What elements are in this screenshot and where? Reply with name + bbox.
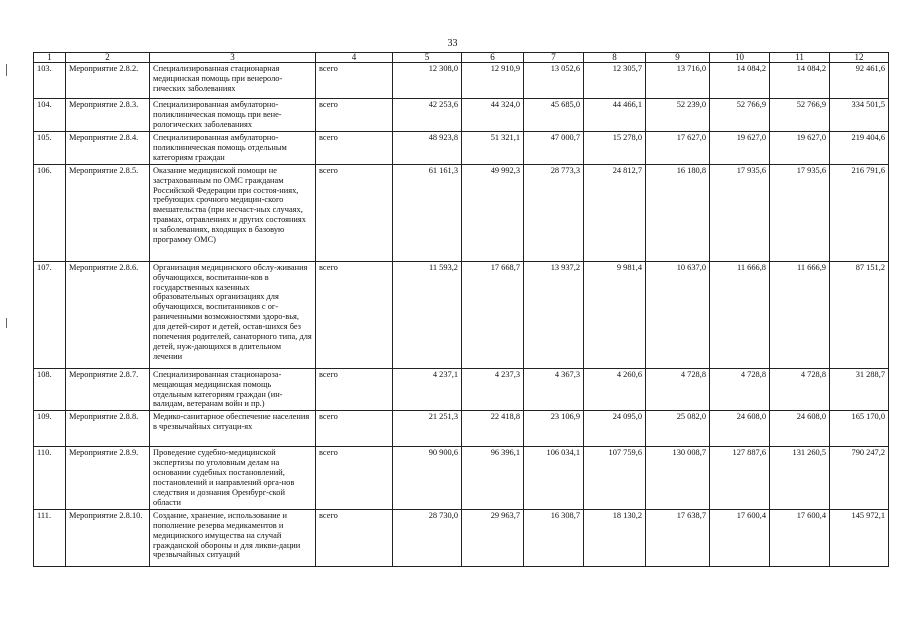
value-cell: 17 600,4	[770, 509, 830, 566]
margin-mark	[6, 64, 7, 76]
table-row	[34, 131, 889, 164]
value-cell: 19 627,0	[710, 131, 770, 164]
funding-kind: всего	[316, 447, 393, 509]
value-cell: 17 600,4	[710, 509, 770, 566]
row-number: 106.	[34, 164, 66, 261]
header-row	[34, 53, 889, 63]
value-cell: 25 082,0	[646, 411, 710, 447]
column-header: 9	[646, 53, 710, 63]
value-cell: 47 000,7	[524, 131, 584, 164]
value-cell: 790 247,2	[830, 447, 889, 509]
value-cell: 24 608,0	[710, 411, 770, 447]
value-cell: 52 766,9	[770, 99, 830, 132]
column-header: 5	[393, 53, 462, 63]
value-cell: 44 466,1	[584, 99, 646, 132]
value-cell: 17 935,6	[770, 164, 830, 261]
column-header: 11	[770, 53, 830, 63]
value-cell: 17 638,7	[646, 509, 710, 566]
value-cell: 4 260,6	[584, 368, 646, 411]
value-cell: 42 253,6	[393, 99, 462, 132]
value-cell: 107 759,6	[584, 447, 646, 509]
value-cell: 9 981,4	[584, 261, 646, 368]
value-cell: 145 972,1	[830, 509, 889, 566]
value-cell: 52 239,0	[646, 99, 710, 132]
value-cell: 44 324,0	[462, 99, 524, 132]
value-cell: 45 685,0	[524, 99, 584, 132]
value-cell: 28 730,0	[393, 509, 462, 566]
event-name: Мероприятие 2.8.8.	[66, 411, 150, 447]
funding-kind: всего	[316, 411, 393, 447]
row-number: 108.	[34, 368, 66, 411]
event-description: Создание, хранение, использование и пополнение резерва медикаментов и медицинского имущества на случай гражданской обороны и для ликви-дации чрезвычайных ситуаций	[150, 509, 316, 566]
funding-kind: всего	[316, 261, 393, 368]
table-row	[34, 447, 889, 509]
column-header: 2	[66, 53, 150, 63]
value-cell: 13 937,2	[524, 261, 584, 368]
value-cell: 90 900,6	[393, 447, 462, 509]
value-cell: 12 305,7	[584, 63, 646, 99]
value-cell: 16 180,8	[646, 164, 710, 261]
event-description: Оказание медицинской помощи не застрахованным по ОМС гражданам Российской Федерации при состоя-ниях, требующих срочного медицин-ского вмешательства (при несчаст-ных случаях, травмах, отравлениях и других состояниях и заболеваниях, входящих в базовую программу ОМС)	[150, 164, 316, 261]
funding-kind: всего	[316, 63, 393, 99]
event-description: Специализированная стационароза-мещающая медицинская помощь отдельным категориям граждан (ин-валидам, ветеранам войн и пр.)	[150, 368, 316, 411]
event-description: Специализированная амбулаторно-поликлиническая помощь при вене-рологических заболеваниях	[150, 99, 316, 132]
event-name: Мероприятие 2.8.5.	[66, 164, 150, 261]
event-name: Мероприятие 2.8.7.	[66, 368, 150, 411]
margin-mark	[6, 318, 7, 328]
event-name: Мероприятие 2.8.3.	[66, 99, 150, 132]
column-header: 1	[34, 53, 66, 63]
funding-kind: всего	[316, 131, 393, 164]
event-name: Мероприятие 2.8.2.	[66, 63, 150, 99]
event-description: Медико-санитарное обеспечение населения в чрезвычайных ситуаци-ях	[150, 411, 316, 447]
value-cell: 24 608,0	[770, 411, 830, 447]
row-number: 109.	[34, 411, 66, 447]
page-number: 33	[447, 38, 458, 49]
value-cell: 11 593,2	[393, 261, 462, 368]
value-cell: 10 637,0	[646, 261, 710, 368]
value-cell: 14 084,2	[710, 63, 770, 99]
funding-kind: всего	[316, 164, 393, 261]
value-cell: 4 367,3	[524, 368, 584, 411]
column-header: 10	[710, 53, 770, 63]
value-cell: 16 308,7	[524, 509, 584, 566]
table-row	[34, 63, 889, 99]
value-cell: 92 461,6	[830, 63, 889, 99]
value-cell: 334 501,5	[830, 99, 889, 132]
row-number: 111.	[34, 509, 66, 566]
event-description: Специализированная стационарная медицинская помощь при венероло-гических заболеваниях	[150, 63, 316, 99]
value-cell: 15 278,0	[584, 131, 646, 164]
table-row	[34, 164, 889, 261]
value-cell: 4 237,1	[393, 368, 462, 411]
event-name: Мероприятие 2.8.6.	[66, 261, 150, 368]
table-row	[34, 411, 889, 447]
value-cell: 17 935,6	[710, 164, 770, 261]
value-cell: 28 773,3	[524, 164, 584, 261]
value-cell: 13 052,6	[524, 63, 584, 99]
column-header: 12	[830, 53, 889, 63]
funding-kind: всего	[316, 509, 393, 566]
value-cell: 4 237,3	[462, 368, 524, 411]
value-cell: 130 008,7	[646, 447, 710, 509]
value-cell: 11 666,8	[710, 261, 770, 368]
value-cell: 19 627,0	[770, 131, 830, 164]
value-cell: 52 766,9	[710, 99, 770, 132]
value-cell: 106 034,1	[524, 447, 584, 509]
event-description: Проведение судебно-медицинской экспертизы по уголовным делам на основании судебных постановлений, постановлений и направлений орга-нов следствия и дознания Оренбург-ской области	[150, 447, 316, 509]
column-header: 8	[584, 53, 646, 63]
column-header: 3	[150, 53, 316, 63]
value-cell: 17 627,0	[646, 131, 710, 164]
value-cell: 61 161,3	[393, 164, 462, 261]
funding-kind: всего	[316, 99, 393, 132]
row-number: 110.	[34, 447, 66, 509]
value-cell: 4 728,8	[710, 368, 770, 411]
value-cell: 29 963,7	[462, 509, 524, 566]
value-cell: 24 812,7	[584, 164, 646, 261]
event-name: Мероприятие 2.8.9.	[66, 447, 150, 509]
row-number: 107.	[34, 261, 66, 368]
value-cell: 49 992,3	[462, 164, 524, 261]
table-row	[34, 509, 889, 566]
column-header: 7	[524, 53, 584, 63]
value-cell: 127 887,6	[710, 447, 770, 509]
row-number: 104.	[34, 99, 66, 132]
table-row	[34, 261, 889, 368]
value-cell: 24 095,0	[584, 411, 646, 447]
value-cell: 87 151,2	[830, 261, 889, 368]
table-row	[34, 99, 889, 132]
table-row	[34, 368, 889, 411]
financing-table	[33, 52, 889, 567]
value-cell: 11 666,9	[770, 261, 830, 368]
event-name: Мероприятие 2.8.10.	[66, 509, 150, 566]
value-cell: 14 084,2	[770, 63, 830, 99]
value-cell: 131 260,5	[770, 447, 830, 509]
row-number: 103.	[34, 63, 66, 99]
event-description: Специализированная амбулаторно-поликлиническая помощь отдельным категориям граждан	[150, 131, 316, 164]
event-name: Мероприятие 2.8.4.	[66, 131, 150, 164]
value-cell: 216 791,6	[830, 164, 889, 261]
value-cell: 12 910,9	[462, 63, 524, 99]
value-cell: 165 170,0	[830, 411, 889, 447]
column-header: 6	[462, 53, 524, 63]
event-description: Организация медицинского обслу-живания обучающихся, воспитанни-ков в государственных казенных образовательных организациях для обучающихся, воспитанников с ог-раниченными возможностями здоро-вья, для детей-сирот и детей, остав-шихся без попечения родителей, санаторного типа, для детей, нуж-дающихся в длительном лечении	[150, 261, 316, 368]
value-cell: 48 923,8	[393, 131, 462, 164]
value-cell: 17 668,7	[462, 261, 524, 368]
value-cell: 4 728,8	[646, 368, 710, 411]
row-number: 105.	[34, 131, 66, 164]
value-cell: 23 106,9	[524, 411, 584, 447]
value-cell: 18 130,2	[584, 509, 646, 566]
funding-kind: всего	[316, 368, 393, 411]
value-cell: 96 396,1	[462, 447, 524, 509]
value-cell: 4 728,8	[770, 368, 830, 411]
column-header: 4	[316, 53, 393, 63]
value-cell: 51 321,1	[462, 131, 524, 164]
value-cell: 12 308,0	[393, 63, 462, 99]
value-cell: 21 251,3	[393, 411, 462, 447]
value-cell: 13 716,0	[646, 63, 710, 99]
value-cell: 31 288,7	[830, 368, 889, 411]
value-cell: 22 418,8	[462, 411, 524, 447]
value-cell: 219 404,6	[830, 131, 889, 164]
